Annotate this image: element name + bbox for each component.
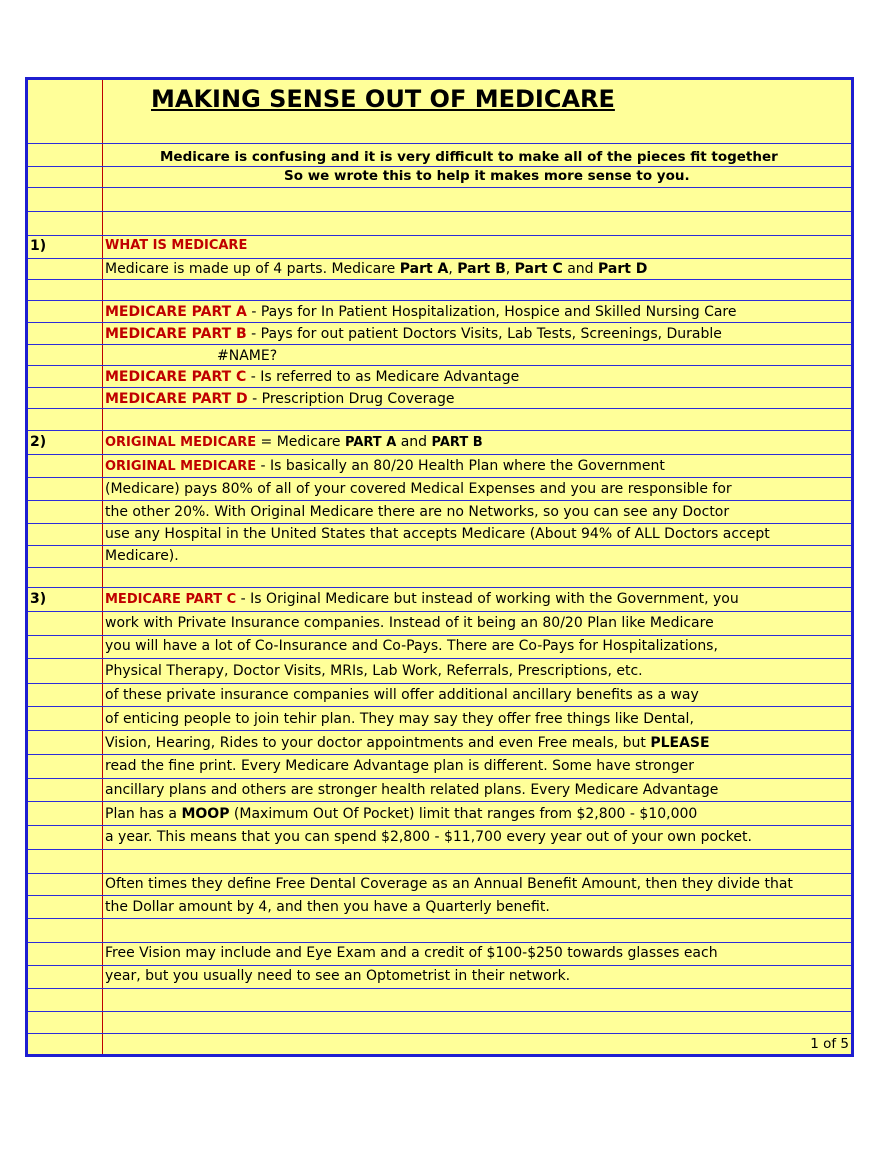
row-line	[28, 545, 851, 546]
vision-coverage-line-1: Free Vision may include and Eye Exam and a credit of $100-$250 towards glasses each	[105, 945, 718, 961]
part-c-explained-line-8: read the fine print. Every Medicare Advantage plan is different. Some have stronger	[105, 758, 694, 774]
row-line	[28, 187, 851, 188]
section-number-2: 2)	[30, 434, 47, 450]
part-c-explained-line-6: of enticing people to join tehir plan. They may say they offer free things like Dental,	[105, 711, 694, 727]
part-c-explained-line-9: ancillary plans and others are stronger health related plans. Every Medicare Advantage	[105, 782, 719, 798]
original-medicare-definition: ORIGINAL MEDICARE = Medicare PART A and PART B	[105, 434, 483, 450]
row-line	[28, 635, 851, 636]
part-b-line: MEDICARE PART B - Pays for out patient Doctors Visits, Lab Tests, Screenings, Durable	[105, 326, 722, 342]
row-line	[28, 825, 851, 826]
row-line	[28, 387, 851, 388]
part-c-explained-line-11: a year. This means that you can spend $2,800 - $11,700 every year out of your own pocket.	[105, 829, 752, 845]
row-line	[28, 918, 851, 919]
page-title: MAKING SENSE OUT OF MEDICARE	[151, 85, 615, 113]
part-c-line: MEDICARE PART C - Is referred to as Medicare Advantage	[105, 369, 520, 385]
row-line	[28, 1033, 851, 1034]
row-line	[28, 143, 851, 144]
row-line	[28, 587, 851, 588]
part-d-line: MEDICARE PART D - Prescription Drug Coverage	[105, 391, 455, 407]
dental-coverage-line-2: the Dollar amount by 4, and then you have a Quarterly benefit.	[105, 899, 550, 915]
row-line	[28, 166, 851, 167]
page-number: 1 of 5	[810, 1036, 849, 1052]
medicare-parts-line: Medicare is made up of 4 parts. Medicare Part A, Part B, Part C and Part D	[105, 261, 648, 277]
vision-coverage-line-2: year, but you usually need to see an Optometrist in their network.	[105, 968, 571, 984]
original-medicare-line-3: (Medicare) pays 80% of all of your covered Medical Expenses and you are responsible for	[105, 481, 732, 497]
row-line	[28, 523, 851, 524]
section-heading-what-is-medicare: WHAT IS MEDICARE	[105, 238, 248, 253]
row-line	[28, 500, 851, 501]
intro-line-1: Medicare is confusing and it is very difficult to make all of the pieces fit together	[160, 149, 778, 165]
intro-line-2: So we wrote this to help it makes more sense to you.	[284, 168, 690, 184]
row-line	[28, 211, 851, 212]
dental-coverage-line-1: Often times they define Free Dental Coverage as an Annual Benefit Amount, then they divide that	[105, 876, 793, 892]
row-line	[28, 658, 851, 659]
row-line	[28, 849, 851, 850]
row-line	[28, 322, 851, 323]
spreadsheet-page	[25, 77, 854, 1057]
row-line	[28, 1011, 851, 1012]
row-line	[28, 235, 851, 236]
row-line	[28, 567, 851, 568]
row-line	[28, 778, 851, 779]
original-medicare-line-6: Medicare).	[105, 548, 179, 564]
row-line	[28, 300, 851, 301]
row-line	[28, 365, 851, 366]
original-medicare-line-4: the other 20%. With Original Medicare there are no Networks, so you can see any Doctor	[105, 504, 730, 520]
row-line	[28, 873, 851, 874]
row-line	[28, 430, 851, 431]
part-a-line: MEDICARE PART A - Pays for In Patient Hospitalization, Hospice and Skilled Nursing Care	[105, 304, 737, 320]
original-medicare-line-2: ORIGINAL MEDICARE - Is basically an 80/20 Health Plan where the Government	[105, 458, 665, 474]
row-line	[28, 408, 851, 409]
part-c-explained-line-3: you will have a lot of Co-Insurance and Co-Pays. There are Co-Pays for Hospitalizations,	[105, 638, 718, 654]
row-line	[28, 706, 851, 707]
row-line	[28, 477, 851, 478]
row-line	[28, 988, 851, 989]
row-line	[28, 279, 851, 280]
part-c-explained-line-4: Physical Therapy, Doctor Visits, MRIs, Lab Work, Referrals, Prescriptions, etc.	[105, 663, 643, 679]
row-line	[28, 895, 851, 896]
row-line	[28, 801, 851, 802]
formula-error-cell: #NAME?	[217, 348, 278, 364]
row-line	[28, 683, 851, 684]
row-line	[28, 258, 851, 259]
row-line	[28, 454, 851, 455]
part-c-explained-line-5: of these private insurance companies will offer additional ancillary benefits as a way	[105, 687, 699, 703]
row-line	[28, 611, 851, 612]
row-line	[28, 754, 851, 755]
row-line	[28, 730, 851, 731]
original-medicare-line-5: use any Hospital in the United States that accepts Medicare (About 94% of ALL Doctors accept	[105, 526, 770, 542]
part-c-explained-line-10: Plan has a MOOP (Maximum Out Of Pocket) limit that ranges from $2,800 - $10,000	[105, 806, 698, 822]
part-c-explained-line-7: Vision, Hearing, Rides to your doctor appointments and even Free meals, but PLEASE	[105, 735, 710, 751]
part-c-explained-line-1: MEDICARE PART C - Is Original Medicare but instead of working with the Government, you	[105, 591, 739, 607]
row-line	[28, 942, 851, 943]
section-number-3: 3)	[30, 591, 47, 607]
section-number-1: 1)	[30, 238, 47, 254]
part-c-explained-line-2: work with Private Insurance companies. Instead of it being an 80/20 Plan like Medicare	[105, 615, 714, 631]
row-line	[28, 344, 851, 345]
row-line	[28, 965, 851, 966]
